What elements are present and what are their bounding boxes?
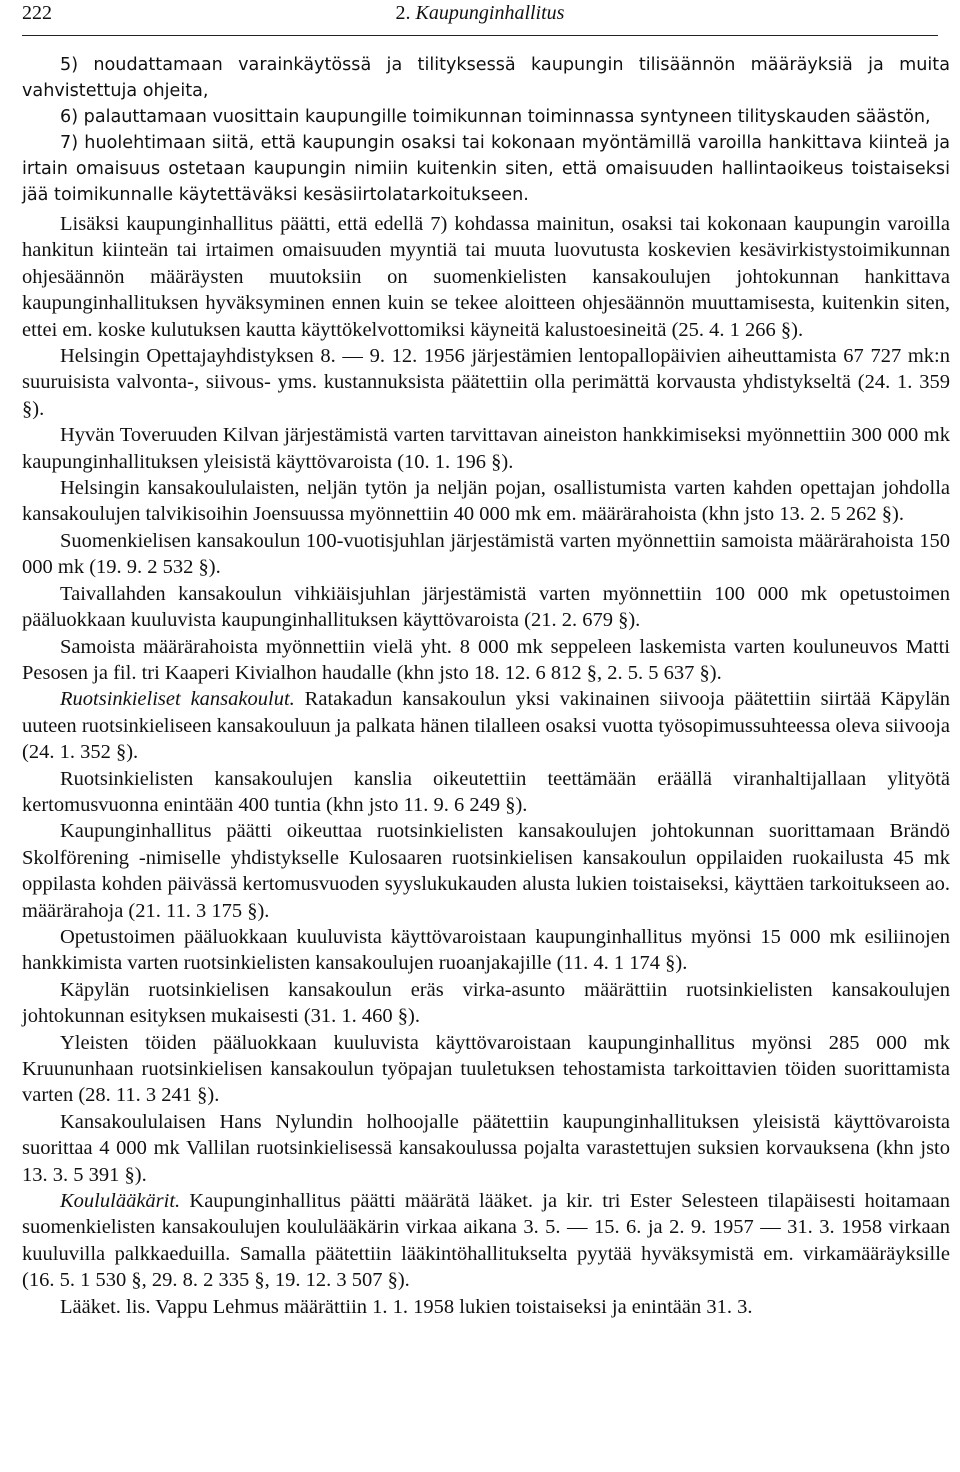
body-text bbox=[22, 52, 950, 1320]
chapter-title: Kaupunginhallitus bbox=[415, 2, 565, 24]
paragraph-text: Kaupunginhallitus päätti määrätä lääket. ja kir. tri Ester Selesteen tilapäisesti hoitamaan suomenkielisten kansakoulujen koululääkärin virkaa aikana 3. 5. — 15. 6. ja 2. 9. 1957 — 31. 3. 1958 virkaan kuuluvilla palkkaeduilla. Samalla päätettiin lääkintöhallitukselta pyytää hyväksymistä em. virkamääräyksille (16. 5. 1 530 §, 29. 8. 2 335 §, 19. 12. 3 507 §). bbox=[22, 1190, 950, 1292]
paragraph: Kaupunginhallitus päätti oikeuttaa ruotsinkielisten kansakoulujen johtokunnan suorittamaan Brändö Skolförening -nimiselle yhdistykselle Kulosaaren ruotsinkielisen kansakoulun oppilaiden ruokailusta 45 mk oppilasta kohden päivässä kertomusvuoden syyslukukauden alusta lukien toistaiseksi, käyttäen tarkoitukseen ao. määrärahoja (21. 11. 3 175 §). bbox=[22, 820, 950, 922]
header-rule bbox=[22, 35, 938, 36]
paragraph-swedish-schools bbox=[22, 686, 950, 765]
paragraph: Helsingin kansakoululaisten, neljän tytön ja neljän pojan, osallistumista varten kahden opettajan johdolla kansakoulujen talvikisoihin Joensuussa myönnettiin 40 000 mk em. määrärahoista (khn jsto 13. 2. 5 262 §). bbox=[22, 477, 950, 526]
paragraph: Kansakoululaisen Hans Nylundin holhoojalle päätettiin kaupunginhallituksen yleisistä käyttövaroista suorittaa 4 000 mk Vallilan ruotsinkielisessä kansakoulussa pojalta varastettujen suksien korvauksena (khn jsto 13. 3. 5 391 §). bbox=[22, 1110, 950, 1186]
paragraph-text: Ratakadun kansakoulun yksi vakinainen siivooja päätettiin siirtää Käpylän uuteen ruotsinkieliseen kansakouluun ja palkata hänen tilalleen osaksi vuotta työsopimussuhteessa oleva siivooja (24. 1. 352 §). bbox=[22, 688, 951, 764]
paragraph-school-doctors bbox=[22, 1188, 950, 1294]
list-item-7: 7) huolehtimaan siitä, että kaupungin osaksi tai kokonaan myöntämillä varoilla hankittava kiinteä ja irtain omaisuus ostetaan kaupungin nimiin kuitenkin siten, että omaisuuden hallintaoikeus toistaiseksi jää toimikunnalle käytettäväksi kesäsiirtolatarkoitukseen. bbox=[22, 133, 950, 205]
list-item-5: 5) noudattamaan varainkäytössä ja tilityksessä kaupungin tilisäännön määräyksiä ja muita vahvistettuja ohjeita, bbox=[22, 55, 950, 101]
paragraph: Yleisten töiden pääluokkaan kuuluvista käyttövaroistaan kaupunginhallitus myönsi 285 000 mk Kruununhaan ruotsinkielisen kansakoulun työpajan tuuletuksen tehostamista tarkoittavien töiden suorittamista varten (28. 11. 3 241 §). bbox=[22, 1031, 950, 1107]
section-heading-swedish-schools: Ruotsinkieliset kansakoulut. bbox=[60, 688, 295, 711]
chapter-number: 2. bbox=[395, 2, 411, 24]
paragraph: Samoista määrärahoista myönnettiin vielä yht. 8 000 mk seppeleen laskemista varten kouluneuvos Matti Pesosen ja fil. tri Kaaperi Kivialhon haudalle (khn jsto 18. 12. 6 812 §, 2. 5. 5 637 §). bbox=[22, 635, 950, 684]
running-title bbox=[22, 2, 938, 25]
paragraph: Opetustoimen pääluokkaan kuuluvista käyttövaroistaan kaupunginhallitus myönsi 15 000 mk esiliinojen hankkimista varten ruotsinkielisten kansakoulujen ruoanjakajille (11. 4. 1 174 §). bbox=[22, 925, 950, 975]
paragraph: Ruotsinkielisten kansakoulujen kanslia oikeutettiin teettämään eräällä viranhaltijallaan ylityötä kertomusvuonna enintään 400 tuntia (khn jsto 11. 9. 6 249 §). bbox=[22, 767, 950, 816]
paragraph: Suomenkielisen kansakoulun 100-vuotisjuhlan järjestämistä varten myönnettiin samoista määrärahoista 150 000 mk (19. 9. 2 532 §). bbox=[22, 529, 950, 579]
paragraph: Käpylän ruotsinkielisen kansakoulun eräs virka-asunto määrättiin ruotsinkielisten kansakoulujen johtokunnan esityksen mukaisesti (31. 1. 460 §). bbox=[22, 978, 950, 1028]
paragraph: Helsingin Opettajayhdistyksen 8. — 9. 12. 1956 järjestämien lentopallopäivien aiheuttamista 67 727 mk:n suuruisista valvonta-, siivous- yms. kustannuksista päätettiin olla perimättä korvausta yhdistykseltä (24. 1. 359 §). bbox=[22, 345, 950, 420]
paragraph: Lääket. lis. Vappu Lehmus määrättiin 1. 1. 1958 lukien toistaiseksi ja enintään 31. 3. bbox=[60, 1295, 753, 1318]
paragraph: Taivallahden kansakoulun vihkiäisjuhlan järjestämistä varten myönnettiin 100 000 mk opetustoimen pääluokkaan kuuluvista kaupunginhallituksen käyttövaroista (21. 2. 679 §). bbox=[22, 582, 950, 632]
section-heading-school-doctors: Koululääkärit. bbox=[60, 1190, 181, 1213]
page-header bbox=[22, 0, 938, 34]
page-number: 222 bbox=[22, 2, 52, 24]
paragraph: Lisäksi kaupunginhallitus päätti, että edellä 7) kohdassa mainitun, osaksi tai kokonaan kaupungin varoilla hankitun kiinteän tai irtaimen omaisuuden myyntiä tai muuta luovutusta koskevien kesävirkistystoimikunnan ohjesäännön määräysten muutoksiin on suomenkielisten kansakoulujen johtokunnan hankittava kaupunginhallituksen hyväksyminen ennen kuin se tekee aloitteen ohjesäännön muuttamisesta, kuitenkin siten, ettei em. koske kulutuksen kautta käyttökelvottomiksi käyneitä kalustoesineitä (25. 4. 1 266 §). bbox=[22, 213, 950, 341]
paragraph: Hyvän Toveruuden Kilvan järjestämistä varten tarvittavan aineiston hankkimiseksi myönnettiin 300 000 mk kaupunginhallituksen yleisistä käyttövaroista (10. 1. 196 §). bbox=[22, 424, 950, 473]
list-item-6: 6) palauttamaan vuosittain kaupungille toimikunnan toiminnassa syntyneen tilityskauden säästön, bbox=[60, 107, 931, 127]
